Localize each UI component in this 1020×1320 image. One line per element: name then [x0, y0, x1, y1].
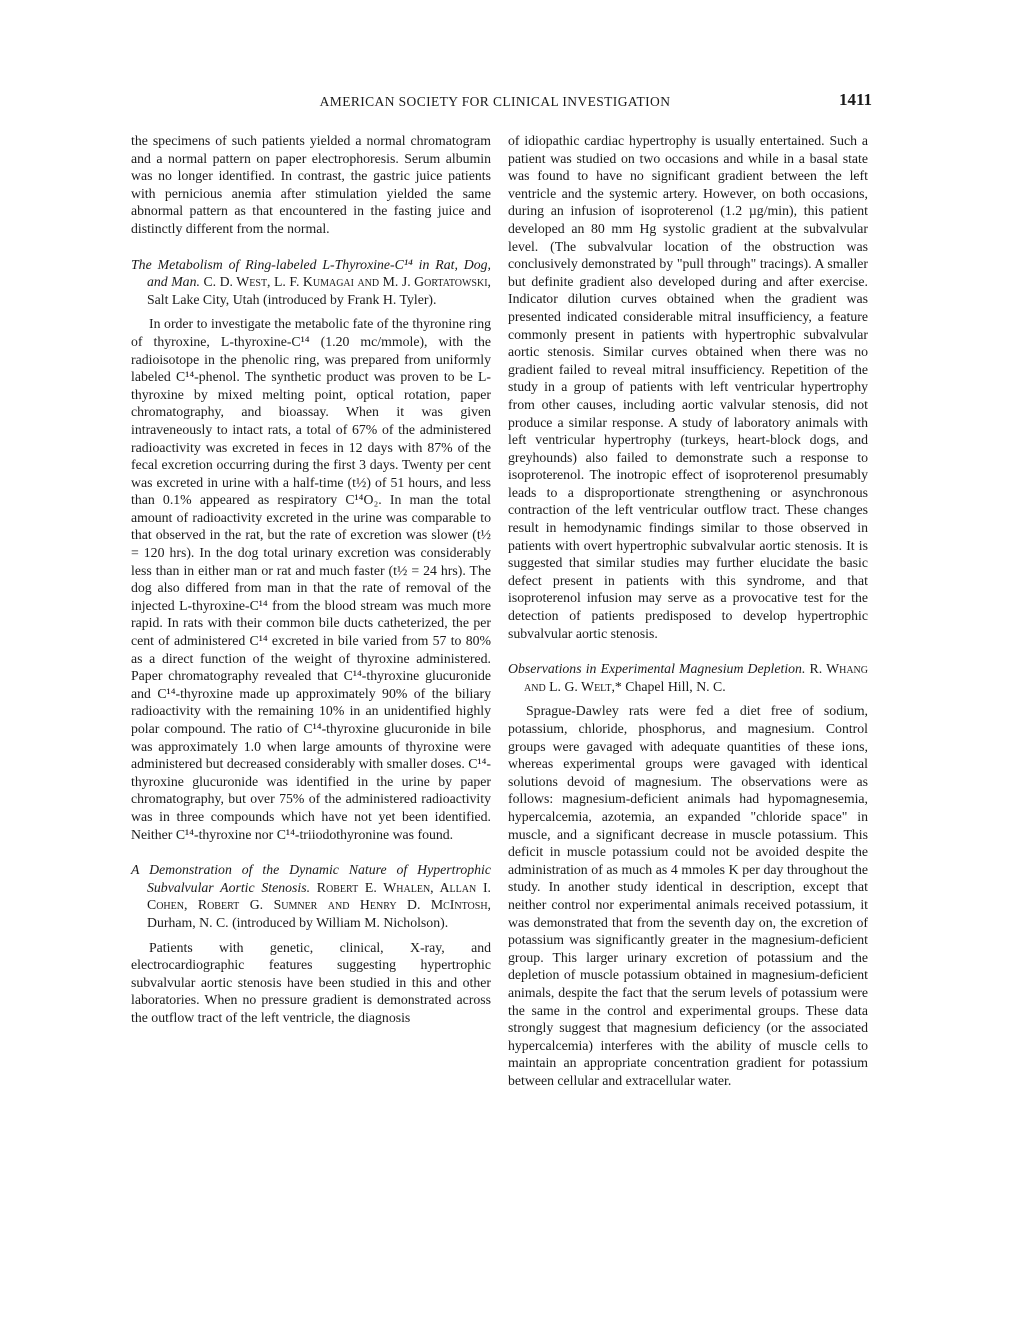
right-column: [508, 132, 868, 1096]
abstract-authors: C. D. West, L. F. Kumagai and M. J. Gortatowski,: [203, 274, 491, 290]
abstract-heading-aortic-stenosis: [131, 861, 491, 931]
abstract-body-thyroxine: In order to investigate the metabolic fate of the thyronine ring of thyroxine, L-thyroxine-C¹⁴ (1.20 mc/mmole), with the radioisotope in the phenolic ring, was prepared from uniformly labeled C¹⁴-phenol. The synthetic product was proven to be L-thyroxine by mixed melting point, optical rotation, paper chromatography, and bioassay. When it was given intraveneously to intact rats, a total of 67% of the administered radioactivity was excreted in feces in 12 days with 87% of the fecal excretion occurring during the first 3 days. Twenty per cent was excreted in urine with a half-time (t½) of 51 hours, and less than 0.1% appeared as respiratory C¹⁴O₂. In man the total amount of radioactivity excreted in the urine was comparable to that observed in the rat, but the rate of excretion was slower (t½ = 120 hrs). In the dog total urinary excretion was considerably less than in either man or rat and much faster (t½ = 24 hrs). The dog also differed from man in that the rate of removal of the injected L-thyroxine-C¹⁴ from the blood stream was much more rapid. In rats with their common bile ducts catheterized, the per cent of administered C¹⁴ excreted in bile varied from 57 to 80% as a direct function of the weight of thyroxine administered. Paper chromatography revealed that C¹⁴-thyroxine glucuronide and C¹⁴-thyroxine made up approximately 90% of the biliary radioactivity with the remaining 10% in an unidentified highly polar compound. The ratio of C¹⁴-thyroxine glucuronide in bile was approximately 1.0 when large amounts of thyroxine were administered but decreased considerably with smaller doses. C¹⁴-thyroxine glucuronide was identified in the urine by paper chromatography, but over 75% of the administered radioactivity was in three compounds which have not yet been identified. Neither C¹⁴-thyroxine nor C¹⁴-triiodothyronine was found.: [131, 316, 491, 842]
running-head: AMERICAN SOCIETY FOR CLINICAL INVESTIGATION: [319, 94, 671, 109]
abstract-heading-magnesium: [508, 660, 868, 695]
left-column: [131, 132, 491, 1034]
abstract-authors: Robert E. Whalen, Allan I. Cohen, Robert G. Sumner and Henry D. McIntosh,: [147, 879, 491, 913]
abstract-authors: R. Whang and L. G. Welt,*: [524, 661, 868, 694]
abstract-title: A Demonstration of the Dynamic Nature of Hypertrophic Subvalvular Aortic Stenosis.: [131, 862, 491, 895]
continuation-paragraph-right: of idiopathic cardiac hypertrophy is usually entertained. Such a patient was studied on two occasions and while in a basal state was found to have no significant gradient between the left ventricle and the systemic artery. However, on both occasions, during an infusion of isoproterenol (1.2 µg/min), this patient developed an 80 mm Hg systolic gradient at the subvalvular level. (The subvalvular location of the obstruction was conclusively demonstrated by "pull through" tracings). A smaller but definite gradient also developed during and after exercise. Indicator dilution curves obtained when the gradient was presented indicated considerable mitral insufficiency, a feature commonly present in patients with hypertrophic subvalvular aortic stenosis. Similar curves obtained when there was no gradient failed to reveal mitral insufficiency. Repetition of the study in a group of patients with left ventricular hypertrophy from other causes, including aortic valvular stenosis, did not produce a similar response. A study of laboratory animals with left ventricular hypertrophy (turkeys, heart-block dogs, and greyhounds) also failed to demonstrate such a response to isoproterenol. The inotropic effect of isoproterenol presumably leads to a disproportionate strengthening or asynchronous contraction of the left ventricular outflow tract. These changes result in hemodynamic findings similar to those observed in patients with overt hypertrophic subvalvular aortic stenosis. It is suggested that similar studies may further elucidate the basic defect present in patients with this syndrome, and that isoproterenol infusion may serve as a provocative test for the detection of patients predisposed to develop hypertrophic subvalvular aortic stenosis.: [508, 133, 868, 641]
abstract-title: Observations in Experimental Magnesium Depletion.: [508, 661, 806, 677]
abstract-body-aortic-stenosis-start: Patients with genetic, clinical, X-ray, and electrocardiographic features suggesting hypertrophic subvalvular aortic stenosis have been studied in this and other laboratories. When no pressure gradient is demonstrated across the outflow tract of the left ventricle, the diagnosis: [131, 939, 491, 1025]
abstract-affiliation: Salt Lake City, Utah (introduced by Frank H. Tyler).: [147, 291, 437, 307]
abstract-affiliation: Chapel Hill, N. C.: [625, 678, 726, 694]
abstract-body-magnesium: Sprague-Dawley rats were fed a diet free of sodium, potassium, chloride, phosphorus, and magnesium. Control groups were gavaged with adequate quantities of these ions, whereas experimental groups were gavaged with identical solutions devoid of magnesium. The observations were as follows: magnesium-deficient animals had hypomagnesemia, hypercalcemia, azotemia, an expanded "chloride space" in muscle, and a significant decrease in muscle potassium. This deficit in muscle potassium could not be avoided despite the administration of as much as 4 mmoles K per day throughout the study. In another study identical in description, except that neither control nor experimental animals received potassium, it was demonstrated that from the seventh day on, the excretion of potassium was significantly greater in the magnesium-deficient group. This larger urinary excretion of potassium and the depletion of muscle potassium obtained in magnesium-deficient animals, despite the fact that the serum levels of potassium were the same in the control and experimental groups. These data strongly suggest that magnesium deficiency (or the associated hypercalcemia) interferes with the ability of muscle cells to maintain an appropriate concentration gradient for potassium between cellular and extracellular water.: [508, 703, 868, 1088]
page-number: 1411: [838, 90, 872, 109]
abstract-affiliation: Durham, N. C. (introduced by William M. Nicholson).: [147, 914, 449, 930]
abstract-heading-thyroxine: [131, 256, 491, 309]
abstract-title: The Metabolism of Ring-labeled L-Thyroxine-C¹⁴ in Rat, Dog, and Man.: [131, 256, 491, 290]
continuation-paragraph-left: the specimens of such patients yielded a normal chromatogram and a normal pattern on paper electrophoresis. Serum albumin was no longer identified. In contrast, the gastric juice patients with pernicious anemia after stimulation yielded the same abnormal pattern as that encountered in the fasting juice and distinctly different from the normal.: [131, 133, 491, 236]
